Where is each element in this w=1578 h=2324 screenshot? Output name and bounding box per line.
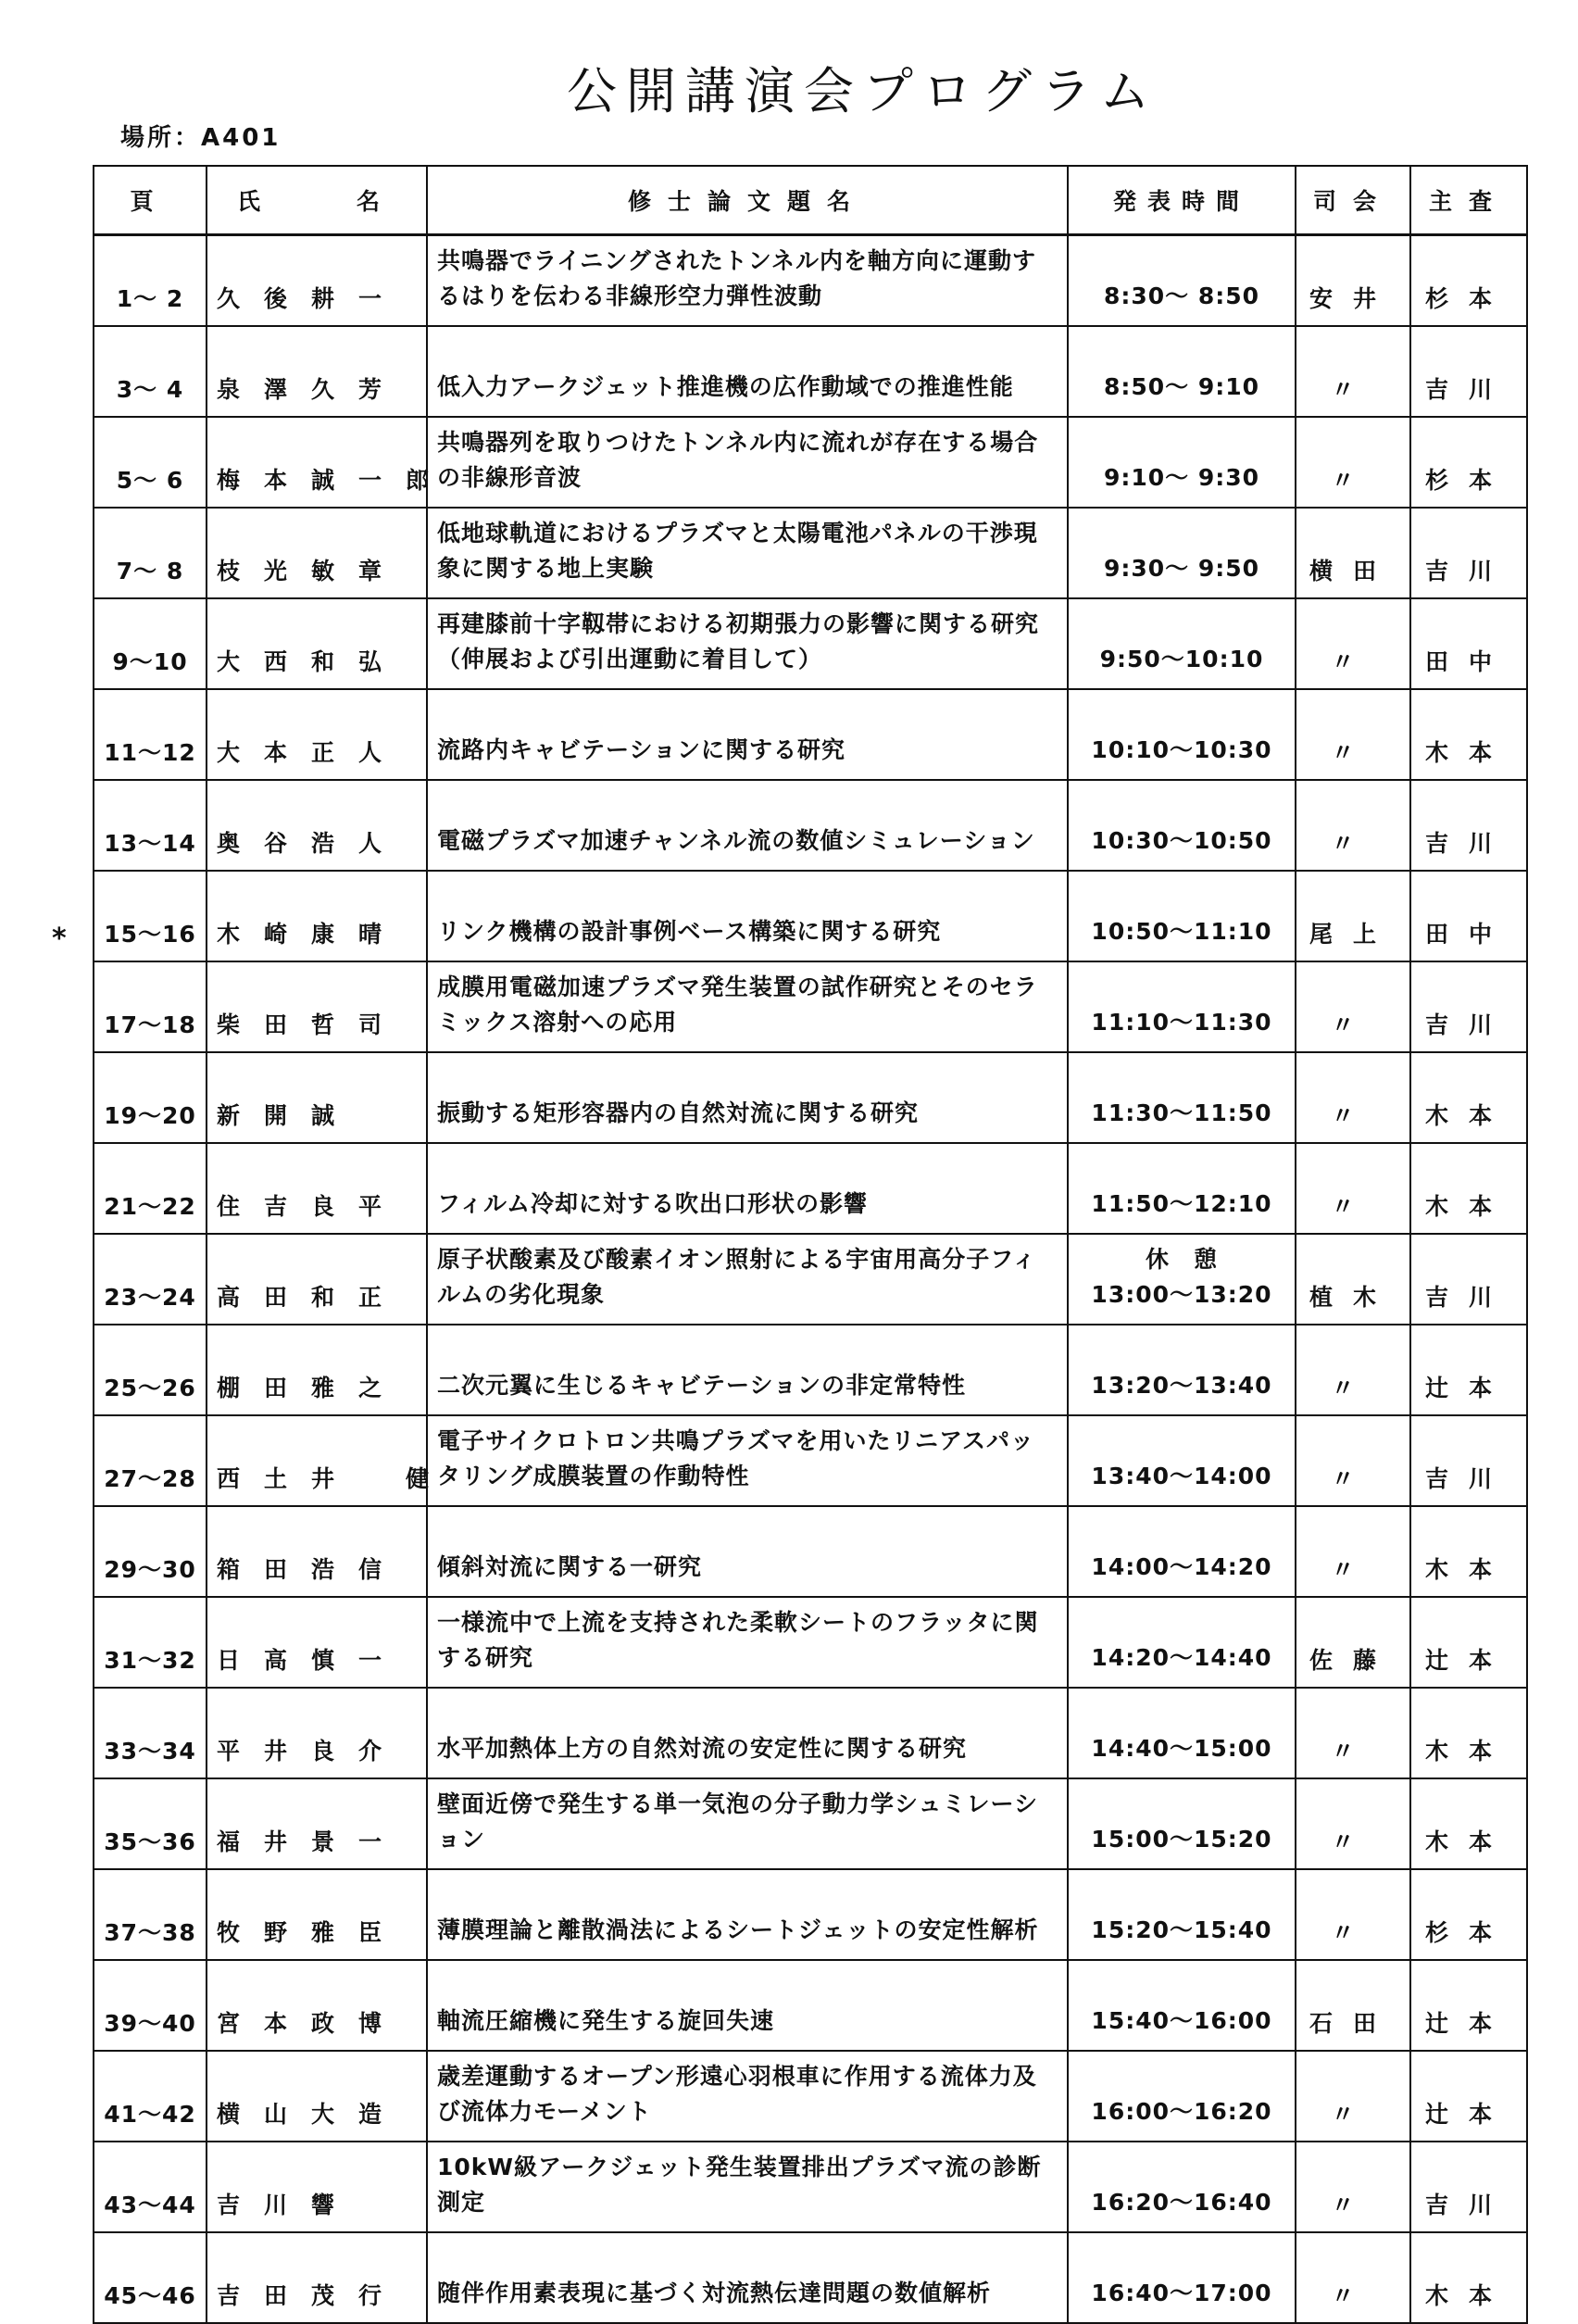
thesis-cell: 低地球軌道におけるプラズマと太陽電池パネルの干渉現象に関する地上実験 (427, 508, 1068, 598)
thesis-cell: フィルム冷却に対する吹出口形状の影響 (427, 1143, 1068, 1234)
page-title: 公開講演会プログラム (567, 62, 1159, 120)
time-value: 11:50〜12:10 (1091, 1190, 1272, 1217)
table-row (94, 235, 1527, 327)
chair-cell: 〃 (1296, 2232, 1410, 2323)
time-value: 16:20〜16:40 (1091, 2189, 1272, 2216)
examiner-cell: 木本 (1410, 689, 1527, 780)
time-cell (1068, 2142, 1296, 2232)
time-value: 15:40〜16:00 (1091, 2007, 1272, 2034)
name-cell: 柴田哲司 (207, 961, 427, 1052)
time-cell (1068, 871, 1296, 961)
examiner-cell: 吉川 (1410, 1234, 1527, 1325)
examiner-cell: 木本 (1410, 2232, 1527, 2323)
chair-cell: 〃 (1296, 1688, 1410, 1778)
time-cell (1068, 1052, 1296, 1143)
chair-cell: 〃 (1296, 1869, 1410, 1960)
thesis-cell: 10kW級アークジェット発生装置排出プラズマ流の診断測定 (427, 2142, 1068, 2232)
table-row (94, 2051, 1527, 2142)
page-cell: 15〜16 (94, 871, 207, 961)
chair-cell: 〃 (1296, 1506, 1410, 1597)
name-cell: 新開誠 (207, 1052, 427, 1143)
page-cell: 29〜30 (94, 1506, 207, 1597)
table-row (94, 417, 1527, 508)
table-row (94, 1597, 1527, 1688)
name-cell: 牧野雅臣 (207, 1869, 427, 1960)
chair-cell: 〃 (1296, 1415, 1410, 1506)
name-cell: 梅本誠一郎 (207, 417, 427, 508)
table-row (94, 2232, 1527, 2323)
chair-cell: 〃 (1296, 1325, 1410, 1415)
table-row (94, 1234, 1527, 1325)
time-cell (1068, 1415, 1296, 1506)
thesis-cell: 成膜用電磁加速プラズマ発生装置の試作研究とそのセラミックス溶射への応用 (427, 961, 1068, 1052)
page-cell: 9〜10 (94, 598, 207, 689)
table-row (94, 598, 1527, 689)
table-row (94, 1506, 1527, 1597)
page-cell: 43〜44 (94, 2142, 207, 2232)
time-value: 10:30〜10:50 (1091, 827, 1272, 854)
name-cell: 奥谷浩人 (207, 780, 427, 871)
time-value: 11:30〜11:50 (1091, 1099, 1272, 1126)
chair-cell: 〃 (1296, 2142, 1410, 2232)
chair-cell: 〃 (1296, 780, 1410, 871)
time-cell (1068, 598, 1296, 689)
time-value: 9:50〜10:10 (1099, 646, 1264, 672)
table-row (94, 961, 1527, 1052)
page-cell: 23〜24 (94, 1234, 207, 1325)
time-cell (1068, 1234, 1296, 1325)
page-cell: 21〜22 (94, 1143, 207, 1234)
time-value: 10:50〜11:10 (1091, 918, 1272, 945)
header-examiner: 主査 (1410, 166, 1527, 235)
table-row (94, 326, 1527, 417)
page-cell: 31〜32 (94, 1597, 207, 1688)
time-value: 10:10〜10:30 (1091, 736, 1272, 763)
header-name: 氏 名 (207, 166, 427, 235)
time-cell (1068, 1960, 1296, 2051)
time-cell (1068, 2051, 1296, 2142)
time-value: 15:00〜15:20 (1091, 1826, 1272, 1853)
time-value: 9:30〜 9:50 (1103, 555, 1260, 582)
chair-cell: 〃 (1296, 961, 1410, 1052)
header-thesis: 修士論文題名 (427, 166, 1068, 235)
page-cell: 41〜42 (94, 2051, 207, 2142)
thesis-cell: 軸流圧縮機に発生する旋回失速 (427, 1960, 1068, 2051)
time-value: 14:00〜14:20 (1091, 1553, 1272, 1580)
examiner-cell: 田中 (1410, 871, 1527, 961)
chair-cell: 〃 (1296, 1778, 1410, 1869)
table-row (94, 780, 1527, 871)
examiner-cell: 木本 (1410, 1688, 1527, 1778)
chair-cell: 横田 (1296, 508, 1410, 598)
examiner-cell: 木本 (1410, 1143, 1527, 1234)
page-cell: 25〜26 (94, 1325, 207, 1415)
thesis-cell: 電磁プラズマ加速チャンネル流の数値シミュレーション (427, 780, 1068, 871)
time-value: 14:40〜15:00 (1091, 1735, 1272, 1762)
name-cell: 横山大造 (207, 2051, 427, 2142)
time-value: 11:10〜11:30 (1091, 1009, 1272, 1036)
page-cell: 11〜12 (94, 689, 207, 780)
name-cell: 高田和正 (207, 1234, 427, 1325)
time-value: 14:20〜14:40 (1091, 1644, 1272, 1671)
chair-cell: 安井 (1296, 235, 1410, 327)
table-row (94, 1869, 1527, 1960)
table-row (94, 1960, 1527, 2051)
chair-cell: 石田 (1296, 1960, 1410, 2051)
time-cell (1068, 1688, 1296, 1778)
table-row (94, 2142, 1527, 2232)
time-value: 15:20〜15:40 (1091, 1916, 1272, 1943)
examiner-cell: 杉本 (1410, 235, 1527, 327)
page-cell: 17〜18 (94, 961, 207, 1052)
chair-cell: 佐藤 (1296, 1597, 1410, 1688)
examiner-cell: 吉川 (1410, 961, 1527, 1052)
header-page: 頁 (94, 166, 207, 235)
thesis-cell: 共鳴器でライニングされたトンネル内を軸方向に運動するはりを伝わる非線形空力弾性波動 (427, 235, 1068, 327)
examiner-cell: 吉川 (1410, 2142, 1527, 2232)
examiner-cell: 吉川 (1410, 326, 1527, 417)
chair-cell: 〃 (1296, 1052, 1410, 1143)
thesis-cell: 傾斜対流に関する一研究 (427, 1506, 1068, 1597)
table-row (94, 1688, 1527, 1778)
chair-cell: 〃 (1296, 417, 1410, 508)
name-cell: 住吉良平 (207, 1143, 427, 1234)
examiner-cell: 木本 (1410, 1778, 1527, 1869)
name-cell: 大本正人 (207, 689, 427, 780)
name-cell: 吉川響 (207, 2142, 427, 2232)
chair-cell: 〃 (1296, 598, 1410, 689)
thesis-cell: リンク機構の設計事例ベース構築に関する研究 (427, 871, 1068, 961)
page-cell: 27〜28 (94, 1415, 207, 1506)
name-cell: 福井景一 (207, 1778, 427, 1869)
examiner-cell: 吉川 (1410, 1415, 1527, 1506)
name-cell: 日高慎一 (207, 1597, 427, 1688)
examiner-cell: 辻本 (1410, 1597, 1527, 1688)
thesis-cell: 一様流中で上流を支持された柔軟シートのフラッタに関する研究 (427, 1597, 1068, 1688)
name-cell: 箱田浩信 (207, 1506, 427, 1597)
examiner-cell: 辻本 (1410, 1960, 1527, 2051)
name-cell: 宮本政博 (207, 1960, 427, 2051)
examiner-cell: 木本 (1410, 1052, 1527, 1143)
thesis-cell: 原子状酸素及び酸素イオン照射による宇宙用高分子フィルムの劣化現象 (427, 1234, 1068, 1325)
name-cell: 木崎康晴 (207, 871, 427, 961)
break-note: 休 憩 (1145, 1246, 1218, 1273)
table-row (94, 689, 1527, 780)
time-value: 13:20〜13:40 (1091, 1372, 1272, 1399)
chair-cell: 〃 (1296, 326, 1410, 417)
table-row (94, 871, 1527, 961)
page-cell: 45〜46 (94, 2232, 207, 2323)
time-cell (1068, 1597, 1296, 1688)
thesis-cell: 再建膝前十字靱帯における初期張力の影響に関する研究（伸展および引出運動に着目して） (427, 598, 1068, 689)
time-value: 8:50〜 9:10 (1103, 373, 1260, 400)
name-cell: 泉澤久芳 (207, 326, 427, 417)
thesis-cell: 振動する矩形容器内の自然対流に関する研究 (427, 1052, 1068, 1143)
page-cell: 3〜 4 (94, 326, 207, 417)
table-row (94, 1778, 1527, 1869)
time-cell (1068, 326, 1296, 417)
thesis-cell: 共鳴器列を取りつけたトンネル内に流れが存在する場合の非線形音波 (427, 417, 1068, 508)
name-cell: 西土井 健 (207, 1415, 427, 1506)
time-value: 8:30〜 8:50 (1103, 283, 1260, 309)
time-cell (1068, 1143, 1296, 1234)
name-cell: 棚田雅之 (207, 1325, 427, 1415)
examiner-cell: 辻本 (1410, 1325, 1527, 1415)
venue-label: 場所：A401 (120, 124, 282, 152)
time-value: 9:10〜 9:30 (1103, 464, 1260, 491)
thesis-cell: 水平加熱体上方の自然対流の安定性に関する研究 (427, 1688, 1068, 1778)
name-cell: 大西和弘 (207, 598, 427, 689)
chair-cell: 植木 (1296, 1234, 1410, 1325)
time-value: 16:00〜16:20 (1091, 2098, 1272, 2125)
examiner-cell: 杉本 (1410, 1869, 1527, 1960)
chair-cell: 〃 (1296, 1143, 1410, 1234)
header-time: 発表時間 (1068, 166, 1296, 235)
time-cell (1068, 1506, 1296, 1597)
thesis-cell: 二次元翼に生じるキャビテーションの非定常特性 (427, 1325, 1068, 1415)
time-cell (1068, 235, 1296, 327)
thesis-cell: 歳差運動するオープン形遠心羽根車に作用する流体力及び流体力モーメント (427, 2051, 1068, 2142)
chair-cell: 〃 (1296, 689, 1410, 780)
time-cell (1068, 417, 1296, 508)
thesis-cell: 低入力アークジェット推進機の広作動域での推進性能 (427, 326, 1068, 417)
table-row (94, 508, 1527, 598)
program-table (93, 165, 1528, 2324)
table-row (94, 1052, 1527, 1143)
time-cell (1068, 508, 1296, 598)
time-cell (1068, 780, 1296, 871)
page-cell: 7〜 8 (94, 508, 207, 598)
page-cell: 37〜38 (94, 1869, 207, 1960)
examiner-cell: 田中 (1410, 598, 1527, 689)
time-cell (1068, 961, 1296, 1052)
name-cell: 吉田茂行 (207, 2232, 427, 2323)
time-cell (1068, 689, 1296, 780)
examiner-cell: 杉本 (1410, 417, 1527, 508)
row-marker: * (52, 923, 67, 955)
table-row (94, 1143, 1527, 1234)
page-cell: 1〜 2 (94, 235, 207, 327)
page-cell: 19〜20 (94, 1052, 207, 1143)
time-cell (1068, 1778, 1296, 1869)
table-row (94, 1415, 1527, 1506)
name-cell: 久後耕一 (207, 235, 427, 327)
time-cell (1068, 1869, 1296, 1960)
chair-cell: 尾上 (1296, 871, 1410, 961)
time-value: 16:40〜17:00 (1091, 2280, 1272, 2306)
thesis-cell: 壁面近傍で発生する単一気泡の分子動力学シュミレーション (427, 1778, 1068, 1869)
time-cell (1068, 2232, 1296, 2323)
examiner-cell: 吉川 (1410, 780, 1527, 871)
name-cell: 枝光敏章 (207, 508, 427, 598)
page-cell: 5〜 6 (94, 417, 207, 508)
thesis-cell: 随伴作用素表現に基づく対流熱伝達問題の数値解析 (427, 2232, 1068, 2323)
time-cell (1068, 1325, 1296, 1415)
header-row (94, 166, 1527, 235)
time-value: 13:00〜13:20 (1091, 1281, 1272, 1308)
examiner-cell: 木本 (1410, 1506, 1527, 1597)
thesis-cell: 電子サイクロトロン共鳴プラズマを用いたリニアスパッタリング成膜装置の作動特性 (427, 1415, 1068, 1506)
page-cell: 33〜34 (94, 1688, 207, 1778)
header-chair: 司会 (1296, 166, 1410, 235)
page-cell: 13〜14 (94, 780, 207, 871)
page-cell: 35〜36 (94, 1778, 207, 1869)
examiner-cell: 辻本 (1410, 2051, 1527, 2142)
name-cell: 平井良介 (207, 1688, 427, 1778)
thesis-cell: 流路内キャビテーションに関する研究 (427, 689, 1068, 780)
page-cell: 39〜40 (94, 1960, 207, 2051)
time-value: 13:40〜14:00 (1091, 1463, 1272, 1489)
chair-cell: 〃 (1296, 2051, 1410, 2142)
examiner-cell: 吉川 (1410, 508, 1527, 598)
table-row (94, 1325, 1527, 1415)
thesis-cell: 薄膜理論と離散渦法によるシートジェットの安定性解析 (427, 1869, 1068, 1960)
